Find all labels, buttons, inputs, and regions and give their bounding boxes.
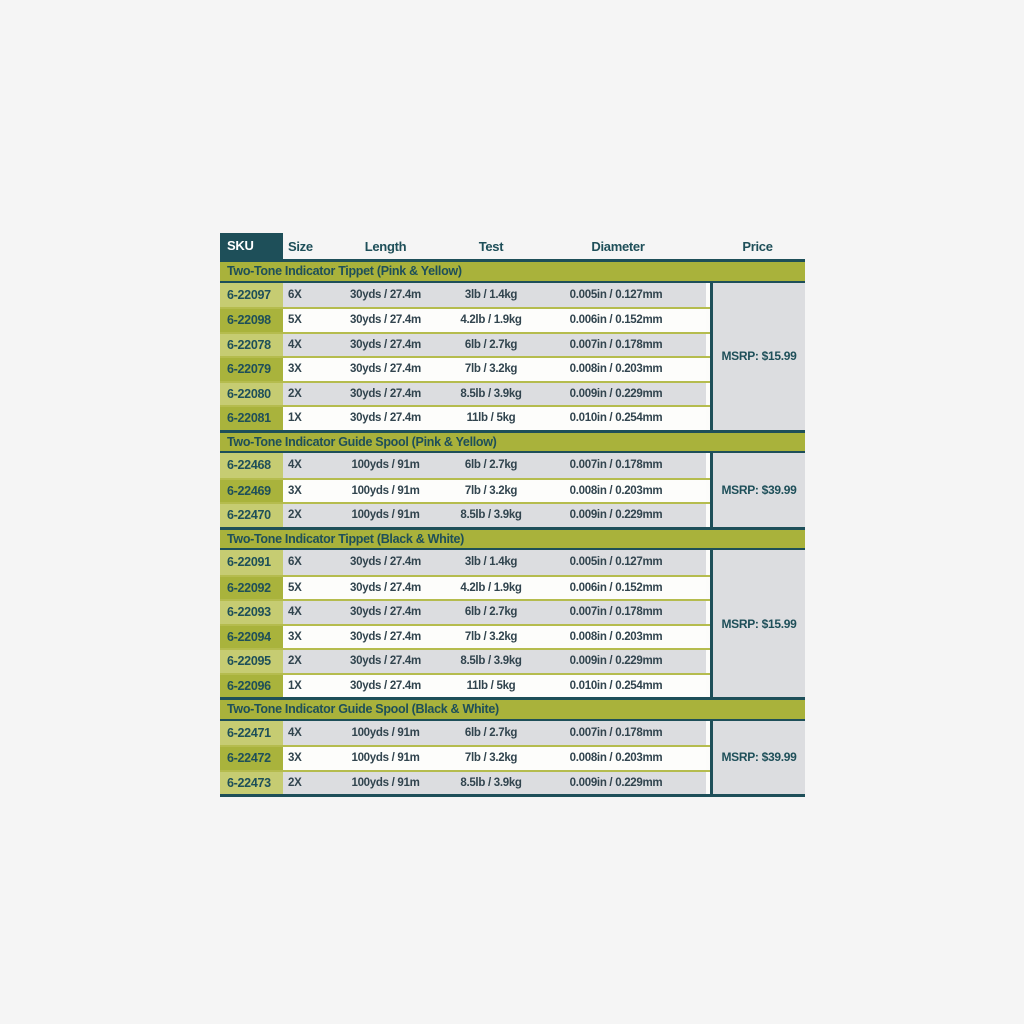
length-cell: 30yds / 27.4m bbox=[350, 363, 421, 376]
section-rows bbox=[220, 453, 710, 527]
msrp-price bbox=[710, 550, 805, 697]
sku-cell: 6-22080 bbox=[220, 383, 283, 406]
length-cell: 30yds / 27.4m bbox=[350, 338, 421, 351]
length-cell: 100yds / 91m bbox=[351, 459, 420, 472]
table-row bbox=[220, 673, 710, 698]
table-section bbox=[220, 527, 805, 698]
table-row bbox=[220, 381, 710, 406]
test-cell: 4.2lb / 1.9kg bbox=[460, 314, 522, 327]
test-cell: 7lb / 3.2kg bbox=[464, 752, 518, 765]
size-cell: 1X bbox=[288, 412, 302, 425]
sku-cell: 6-22091 bbox=[220, 550, 283, 575]
diameter-cell: 0.009in / 0.229mm bbox=[569, 655, 663, 668]
sku-cell: 6-22095 bbox=[220, 650, 283, 673]
size-cell: 2X bbox=[288, 776, 302, 789]
section-title: Two-Tone Indicator Tippet (Black & White) bbox=[227, 531, 465, 546]
test-cell: 8.5lb / 3.9kg bbox=[460, 387, 522, 400]
length-cell: 30yds / 27.4m bbox=[350, 679, 421, 692]
table-row bbox=[220, 575, 710, 600]
table-section bbox=[220, 259, 805, 430]
size-cell: 4X bbox=[288, 459, 302, 472]
section-body bbox=[220, 453, 805, 527]
sku-cell: 6-22096 bbox=[220, 675, 283, 698]
section-body bbox=[220, 283, 805, 430]
diameter-cell: 0.008in / 0.203mm bbox=[569, 484, 663, 497]
sku-cell: 6-22098 bbox=[220, 309, 283, 332]
diameter-cell: 0.008in / 0.203mm bbox=[569, 752, 663, 765]
size-cell: 4X bbox=[288, 726, 302, 739]
size-cell: 3X bbox=[288, 484, 302, 497]
length-cell: 30yds / 27.4m bbox=[350, 288, 421, 301]
length-cell: 30yds / 27.4m bbox=[350, 581, 421, 594]
table-row bbox=[220, 405, 710, 430]
size-cell: 4X bbox=[288, 606, 302, 619]
diameter-cell: 0.009in / 0.229mm bbox=[569, 387, 663, 400]
column-header-length: Length bbox=[364, 238, 407, 254]
size-cell: 4X bbox=[288, 338, 302, 351]
table-header-row bbox=[220, 233, 805, 259]
section-body bbox=[220, 721, 805, 795]
size-cell: 2X bbox=[288, 655, 302, 668]
sku-cell: 6-22078 bbox=[220, 334, 283, 357]
table-row bbox=[220, 624, 710, 649]
msrp-price-label: MSRP: $15.99 bbox=[721, 349, 797, 363]
table-row bbox=[220, 307, 710, 332]
table-row bbox=[220, 745, 710, 770]
length-cell: 30yds / 27.4m bbox=[350, 655, 421, 668]
length-cell: 30yds / 27.4m bbox=[350, 630, 421, 643]
size-cell: 6X bbox=[288, 288, 302, 301]
diameter-cell: 0.008in / 0.203mm bbox=[569, 630, 663, 643]
sku-cell: 6-22097 bbox=[220, 283, 283, 308]
diameter-cell: 0.005in / 0.127mm bbox=[569, 556, 663, 569]
diameter-cell: 0.010in / 0.254mm bbox=[569, 679, 663, 692]
column-header-price: Price bbox=[742, 238, 773, 254]
sku-cell: 6-22094 bbox=[220, 626, 283, 649]
section-title: Two-Tone Indicator Guide Spool (Pink & Yellow) bbox=[227, 434, 497, 449]
section-title-bar bbox=[220, 697, 805, 721]
diameter-cell: 0.006in / 0.152mm bbox=[569, 314, 663, 327]
sku-cell: 6-22472 bbox=[220, 747, 283, 770]
length-cell: 30yds / 27.4m bbox=[350, 606, 421, 619]
section-body bbox=[220, 550, 805, 697]
size-cell: 3X bbox=[288, 752, 302, 765]
sku-cell: 6-22470 bbox=[220, 504, 283, 527]
size-cell: 6X bbox=[288, 556, 302, 569]
table-row bbox=[220, 770, 710, 795]
diameter-cell: 0.008in / 0.203mm bbox=[569, 363, 663, 376]
sku-cell: 6-22468 bbox=[220, 453, 283, 478]
size-cell: 5X bbox=[288, 581, 302, 594]
diameter-cell: 0.007in / 0.178mm bbox=[569, 726, 663, 739]
table-row bbox=[220, 721, 710, 746]
sku-cell: 6-22092 bbox=[220, 577, 283, 600]
table-row bbox=[220, 453, 710, 478]
section-title-bar bbox=[220, 527, 805, 551]
table-row bbox=[220, 356, 710, 381]
length-cell: 30yds / 27.4m bbox=[350, 556, 421, 569]
size-cell: 2X bbox=[288, 509, 302, 522]
table-section bbox=[220, 697, 805, 794]
msrp-price-label: MSRP: $39.99 bbox=[721, 750, 797, 765]
section-title: Two-Tone Indicator Tippet (Pink & Yellow) bbox=[227, 264, 462, 278]
length-cell: 100yds / 91m bbox=[351, 484, 420, 497]
test-cell: 7lb / 3.2kg bbox=[464, 484, 518, 497]
table-row bbox=[220, 599, 710, 624]
test-cell: 6lb / 2.7kg bbox=[464, 459, 518, 472]
column-header-size: Size bbox=[288, 238, 313, 254]
msrp-price bbox=[710, 453, 805, 527]
diameter-cell: 0.007in / 0.178mm bbox=[569, 459, 663, 472]
table-row bbox=[220, 502, 710, 527]
sku-cell: 6-22093 bbox=[220, 601, 283, 624]
sku-cell: 6-22473 bbox=[220, 772, 283, 795]
test-cell: 3lb / 1.4kg bbox=[464, 288, 518, 301]
test-cell: 6lb / 2.7kg bbox=[464, 606, 518, 619]
section-rows bbox=[220, 283, 710, 430]
size-cell: 3X bbox=[288, 363, 302, 376]
section-rows bbox=[220, 550, 710, 697]
msrp-price-label: MSRP: $39.99 bbox=[721, 482, 797, 497]
length-cell: 100yds / 91m bbox=[351, 752, 420, 765]
section-title: Two-Tone Indicator Guide Spool (Black & White) bbox=[227, 702, 499, 716]
diameter-cell: 0.010in / 0.254mm bbox=[569, 412, 663, 425]
size-cell: 2X bbox=[288, 387, 302, 400]
table-section bbox=[220, 430, 805, 527]
length-cell: 100yds / 91m bbox=[351, 509, 420, 522]
diameter-cell: 0.009in / 0.229mm bbox=[569, 509, 663, 522]
length-cell: 100yds / 91m bbox=[351, 776, 420, 789]
length-cell: 30yds / 27.4m bbox=[350, 314, 421, 327]
diameter-cell: 0.007in / 0.178mm bbox=[569, 606, 663, 619]
test-cell: 8.5lb / 3.9kg bbox=[460, 509, 522, 522]
product-spec-table bbox=[220, 233, 805, 797]
table-sections bbox=[220, 259, 805, 794]
length-cell: 30yds / 27.4m bbox=[350, 412, 421, 425]
msrp-price-label: MSRP: $15.99 bbox=[721, 616, 797, 631]
table-row bbox=[220, 648, 710, 673]
test-cell: 6lb / 2.7kg bbox=[464, 726, 518, 739]
table-row bbox=[220, 283, 710, 308]
size-cell: 1X bbox=[288, 679, 302, 692]
diameter-cell: 0.007in / 0.178mm bbox=[569, 338, 663, 351]
section-title-bar bbox=[220, 259, 805, 283]
diameter-cell: 0.005in / 0.127mm bbox=[569, 288, 663, 301]
table-row bbox=[220, 478, 710, 503]
test-cell: 8.5lb / 3.9kg bbox=[460, 776, 522, 789]
column-header-test: Test bbox=[478, 238, 504, 254]
size-cell: 5X bbox=[288, 314, 302, 327]
msrp-price bbox=[710, 721, 805, 795]
column-header-sku: SKU bbox=[220, 233, 283, 259]
sku-cell: 6-22079 bbox=[220, 358, 283, 381]
diameter-cell: 0.009in / 0.229mm bbox=[569, 776, 663, 789]
test-cell: 3lb / 1.4kg bbox=[464, 556, 518, 569]
length-cell: 30yds / 27.4m bbox=[350, 387, 421, 400]
size-cell: 3X bbox=[288, 630, 302, 643]
test-cell: 7lb / 3.2kg bbox=[464, 363, 518, 376]
diameter-cell: 0.006in / 0.152mm bbox=[569, 581, 663, 594]
column-header-diameter: Diameter bbox=[591, 238, 645, 254]
section-rows bbox=[220, 721, 710, 795]
sku-cell: 6-22081 bbox=[220, 407, 283, 430]
table-row bbox=[220, 332, 710, 357]
test-cell: 8.5lb / 3.9kg bbox=[460, 655, 522, 668]
test-cell: 4.2lb / 1.9kg bbox=[460, 581, 522, 594]
sku-cell: 6-22469 bbox=[220, 480, 283, 503]
test-cell: 7lb / 3.2kg bbox=[464, 630, 518, 643]
msrp-price bbox=[710, 283, 805, 430]
test-cell: 11lb / 5kg bbox=[466, 412, 516, 425]
table-row bbox=[220, 550, 710, 575]
test-cell: 6lb / 2.7kg bbox=[464, 338, 518, 351]
sku-cell: 6-22471 bbox=[220, 721, 283, 746]
length-cell: 100yds / 91m bbox=[351, 726, 420, 739]
section-title-bar bbox=[220, 430, 805, 454]
test-cell: 11lb / 5kg bbox=[466, 679, 516, 692]
